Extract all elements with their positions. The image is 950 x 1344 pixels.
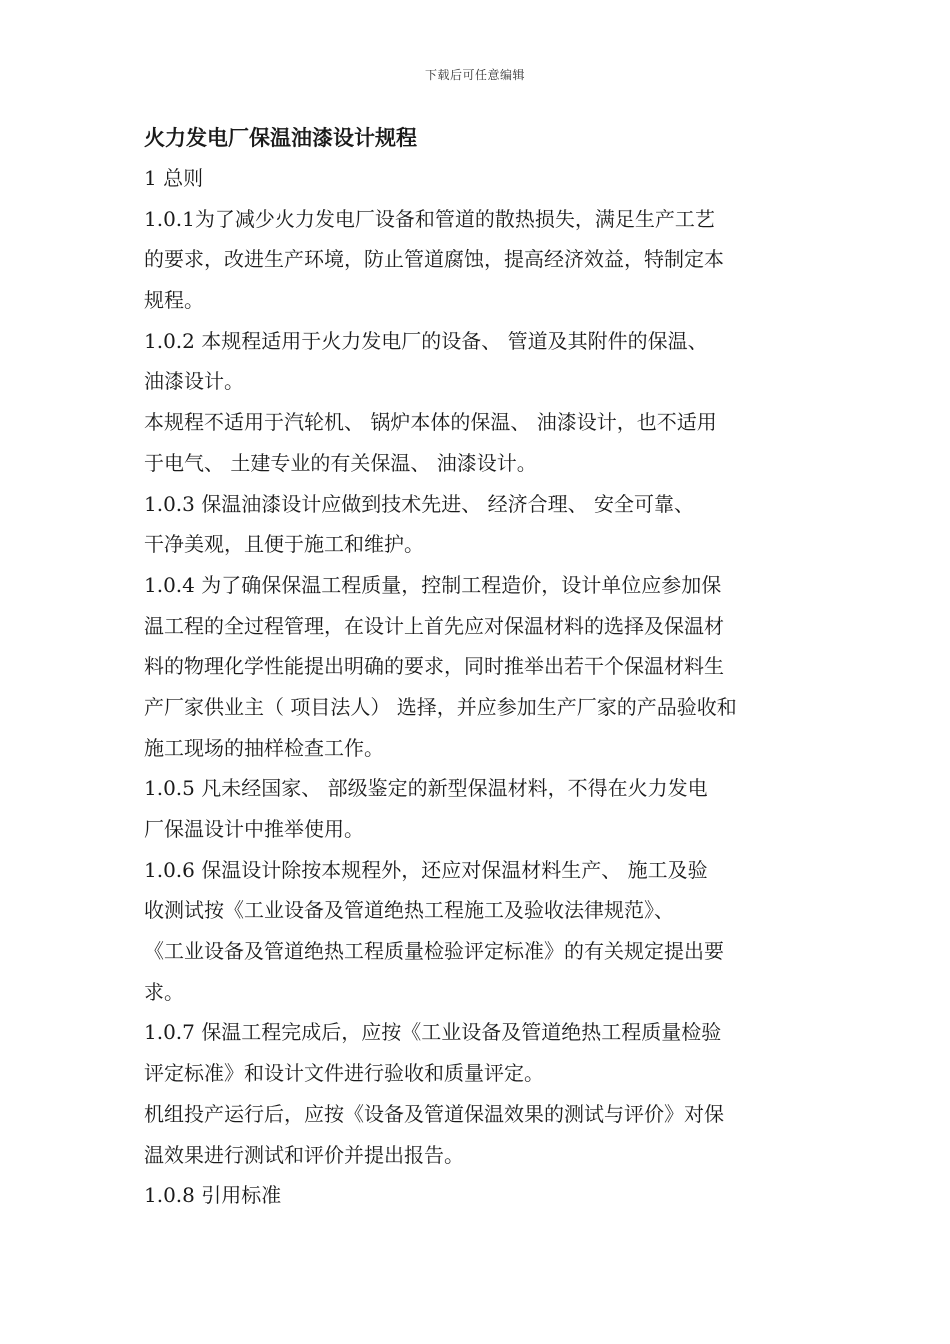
text-line: 干净美观，且便于施工和维护。 (144, 532, 424, 557)
document-title: 火力发电厂保温油漆设计规程 (144, 126, 417, 150)
text-line: 1.0.6 保温设计除按本规程外，还应对保温材料生产、 施工及验 (144, 857, 708, 882)
text-line: 油漆设计。 (144, 369, 244, 394)
text-line: 机组投产运行后，应按《设备及管道保温效果的测试与评价》对保 (144, 1101, 724, 1126)
text-line: 温效果进行测试和评价并提出报告。 (144, 1142, 464, 1167)
text-line: 料的物理化学性能提出明确的要求，同时推举出若干个保温材料生 (144, 654, 724, 679)
body-text (144, 158, 816, 1216)
text-line: 1.0.8 引用标准 (144, 1183, 282, 1208)
text-line: 的要求，改进生产环境，防止管道腐蚀，提高经济效益，特制定本 (144, 247, 724, 272)
text-line: 收测试按《工业设备及管道绝热工程施工及验收法律规范》、 (144, 898, 674, 923)
text-line: 1.0.3 保温油漆设计应做到技术先进、 经济合理、 安全可靠、 (144, 491, 694, 516)
text-line: 评定标准》和设计文件进行验收和质量评定。 (144, 1061, 544, 1086)
document-body (144, 118, 816, 1216)
text-line: 1.0.7 保温工程完成后，应按《工业设备及管道绝热工程质量检验 (144, 1020, 722, 1045)
text-line: 《工业设备及管道绝热工程质量检验评定标准》的有关规定提出要 (144, 939, 724, 964)
text-line: 施工现场的抽样检查工作。 (144, 735, 384, 760)
text-line: 求。 (144, 979, 184, 1004)
header-note: 下载后可任意编辑 (424, 68, 525, 82)
text-line: 本规程不适用于汽轮机、 锅炉本体的保温、 油漆设计，也不适用 (144, 410, 717, 435)
text-line: 厂保温设计中推举使用。 (144, 817, 364, 841)
text-line: 1 总则 (144, 166, 204, 190)
text-line: 于电气、 土建专业的有关保温、 油漆设计。 (144, 450, 537, 475)
text-line: 规程。 (144, 288, 204, 313)
text-line: 1.0.4 为了确保保温工程质量，控制工程造价，设计单位应参加保 (144, 572, 722, 597)
text-line: 1.0.2 本规程适用于火力发电厂的设备、 管道及其附件的保温、 (144, 328, 708, 353)
text-line: 1.0.5 凡未经国家、 部级鉴定的新型保温材料，不得在火力发电 (144, 776, 708, 801)
text-line: 温工程的全过程管理，在设计上首先应对保温材料的选择及保温材 (144, 613, 724, 638)
text-line: 产厂家供业主（ 项目法人） 选择，并应参加生产厂家的产品验收和 (144, 694, 737, 719)
text-line: 1.0.1为了减少火力发电厂设备和管道的散热损失，满足生产工艺 (144, 206, 715, 231)
